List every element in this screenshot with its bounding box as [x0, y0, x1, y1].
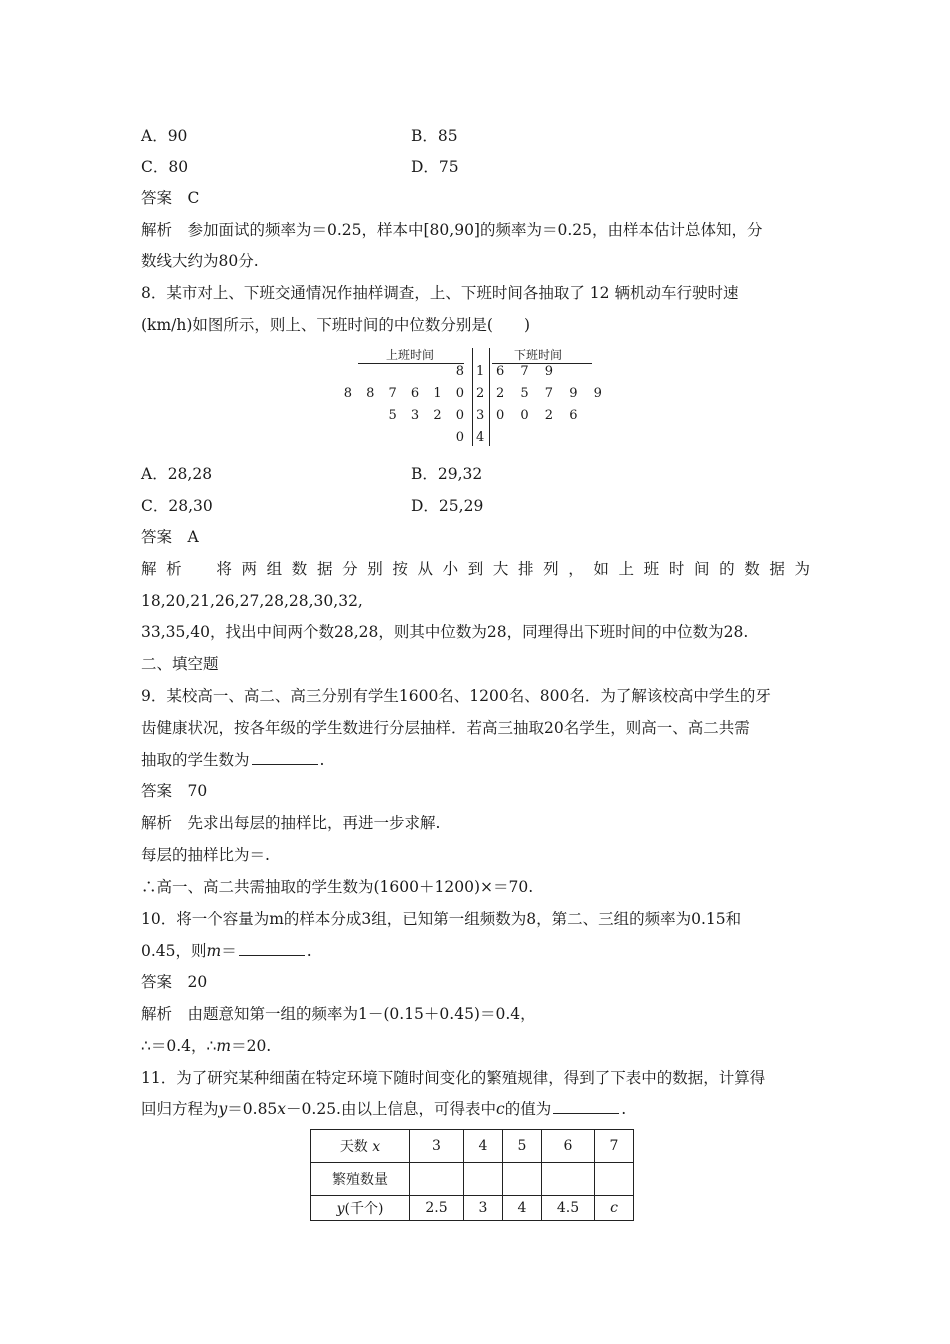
table-cell-empty	[542, 1163, 595, 1196]
stemleaf-row-1-left: 8	[455, 364, 464, 379]
bacteria-data-table	[310, 1129, 634, 1221]
q11-stem-text-c: －0.25.由以上信息，可得表中	[286, 1100, 496, 1118]
q10-analysis-line-1: 解析 由题意知第一组的频率为1－(0.15＋0.45)＝0.4，	[141, 1005, 536, 1023]
q10-answer-blank[interactable]	[239, 941, 305, 956]
table-cell-count: 4.5	[542, 1196, 595, 1221]
q11-var-c: c	[496, 1100, 505, 1118]
q8-analysis-line-3: 33,35,40，找出中间两个数28,28，则其中位数为28，同理得出下班时间的中位数为28.	[141, 623, 749, 641]
q9-analysis-line-1: 解析 先求出每层的抽样比，再进一步求解.	[141, 814, 441, 832]
q8-option-c: C．28,30	[141, 497, 213, 515]
stemleaf-row-4-left: 0	[455, 430, 464, 445]
table-header-y-unit: y(千个)	[311, 1196, 410, 1221]
stemleaf-left-header-rule	[358, 363, 464, 364]
table-header-days: 天数 x	[311, 1130, 410, 1163]
q11-stem-line-1: 11．为了研究某种细菌在特定环境下随时间变化的繁殖规律，得到了下表中的数据，计算得	[141, 1069, 766, 1087]
q8-stem-line-2: (km/h)如图所示，则上、下班时间的中位数分别是( )	[141, 316, 530, 334]
q11-stem-text-a: 回归方程为	[141, 1100, 219, 1118]
q9-stem-line-3-text: 抽取的学生数为	[141, 751, 250, 769]
q11-var-y: y	[218, 1100, 228, 1118]
q7-analysis-line-1: 解析 参加面试的频率为＝0.25，样本中[80,90]的频率为＝0.25，由样本估计总体知，分	[141, 221, 763, 239]
q8-stem-line-1: 8．某市对上、下班交通情况作抽样调查，上、下班时间各抽取了 12 辆机动车行驶时速	[141, 284, 739, 302]
table-row	[311, 1196, 634, 1221]
q10-stem-line-1: 10．将一个容量为m的样本分成3组，已知第一组频数为8，第二、三组的频率为0.15和	[141, 910, 742, 928]
table-row	[311, 1130, 634, 1163]
q9-stem-line-3	[141, 750, 324, 770]
q10-equals: ＝	[221, 942, 237, 960]
stemleaf-right-header: 下班时间	[514, 348, 563, 362]
stemleaf-right-divider	[489, 348, 490, 446]
stemleaf-row-2-right: 2 5 7 9 9	[496, 386, 602, 401]
stem-and-leaf-plot	[343, 346, 602, 448]
q7-option-d: D．75	[411, 158, 459, 176]
stemleaf-row-1-right: 6 7 9	[496, 364, 554, 379]
q9-stem-line-2: 齿健康状况，按各年级的学生数进行分层抽样．若高三抽取20名学生，则高一、高二共需	[141, 719, 750, 737]
q8-analysis-line-2: 18,20,21,26,27,28,28,30,32,	[141, 592, 363, 610]
table-cell-day: 6	[542, 1130, 595, 1163]
table-cell-count: 4	[503, 1196, 542, 1221]
q8-analysis-line-1: 解析 将两组数据分别按从小到大排列，如上班时间的数据为	[141, 560, 810, 578]
table-row	[311, 1163, 634, 1196]
stemleaf-row-4-stem: 4	[476, 430, 485, 445]
q7-analysis-line-2: 数线大约为80分.	[141, 252, 259, 270]
q8-option-d: D．25,29	[411, 497, 484, 515]
table-cell-count: 2.5	[410, 1196, 464, 1221]
table-header-count: 繁殖数量	[311, 1163, 410, 1196]
q7-answer: 答案 C	[141, 189, 200, 207]
q10-analysis-var-m: m	[216, 1037, 232, 1055]
q7-option-a: A．90	[141, 127, 188, 145]
table-cell-empty	[503, 1163, 542, 1196]
q11-answer-blank[interactable]	[553, 1099, 619, 1114]
stemleaf-row-3-right: 0 0 2 6	[496, 408, 578, 423]
q11-stem-end: .	[621, 1100, 627, 1118]
q11-var-x: x	[277, 1100, 287, 1118]
stemleaf-left-divider	[472, 348, 473, 446]
stemleaf-row-2-left: 8 8 7 6 1 0	[343, 386, 464, 401]
stemleaf-row-1-stem: 1	[476, 364, 485, 379]
stemleaf-row-2-stem: 2	[476, 386, 485, 401]
table-cell-day: 4	[464, 1130, 503, 1163]
q9-analysis-line-2: 每层的抽样比为＝.	[141, 846, 270, 864]
q7-option-b: B．85	[411, 127, 458, 145]
q11-stem-line-2	[141, 1099, 626, 1119]
q10-analysis-line-2-text: ∴＝0.4，∴	[141, 1037, 217, 1055]
table-cell-count: c	[595, 1196, 634, 1221]
table-cell-day: 3	[410, 1130, 464, 1163]
q9-answer-blank[interactable]	[252, 750, 318, 765]
q8-option-b: B．29,32	[411, 465, 483, 483]
q10-stem-line-2-text: 0.45，则	[141, 942, 207, 960]
q9-stem-line-1: 9．某校高一、高二、高三分别有学生1600名、1200名、800名．为了解该校高中学生的牙	[141, 687, 771, 705]
stemleaf-left-header: 上班时间	[386, 348, 435, 362]
q10-stem-line-2	[141, 941, 312, 961]
q9-answer: 答案 70	[141, 782, 208, 800]
q9-stem-line-3-end: .	[319, 751, 325, 769]
q7-option-c: C．80	[141, 158, 189, 176]
q11-stem-text-d: 的值为	[504, 1100, 552, 1118]
stemleaf-row-3-left: 5 3 2 0	[388, 408, 464, 423]
q10-analysis-result: ＝20.	[231, 1037, 272, 1055]
table-cell-empty	[410, 1163, 464, 1196]
table-cell-day: 5	[503, 1130, 542, 1163]
table-cell-empty	[595, 1163, 634, 1196]
stemleaf-row-3-stem: 3	[476, 408, 485, 423]
q10-analysis-line-2	[141, 1036, 271, 1056]
q10-stem-line-2-end: .	[306, 942, 312, 960]
q8-answer: 答案 A	[141, 528, 199, 546]
q10-answer: 答案 20	[141, 973, 208, 991]
table-cell-count: 3	[464, 1196, 503, 1221]
section-heading-fill-in: 二、填空题	[141, 655, 219, 673]
q11-stem-text-b: ＝0.85	[227, 1100, 278, 1118]
table-cell-day: 7	[595, 1130, 634, 1163]
table-cell-empty	[464, 1163, 503, 1196]
q9-analysis-line-3: ∴高一、高二共需抽取的学生数为(1600＋1200)×＝70.	[141, 878, 534, 896]
q8-option-a: A．28,28	[141, 465, 213, 483]
q10-var-m: m	[206, 942, 222, 960]
